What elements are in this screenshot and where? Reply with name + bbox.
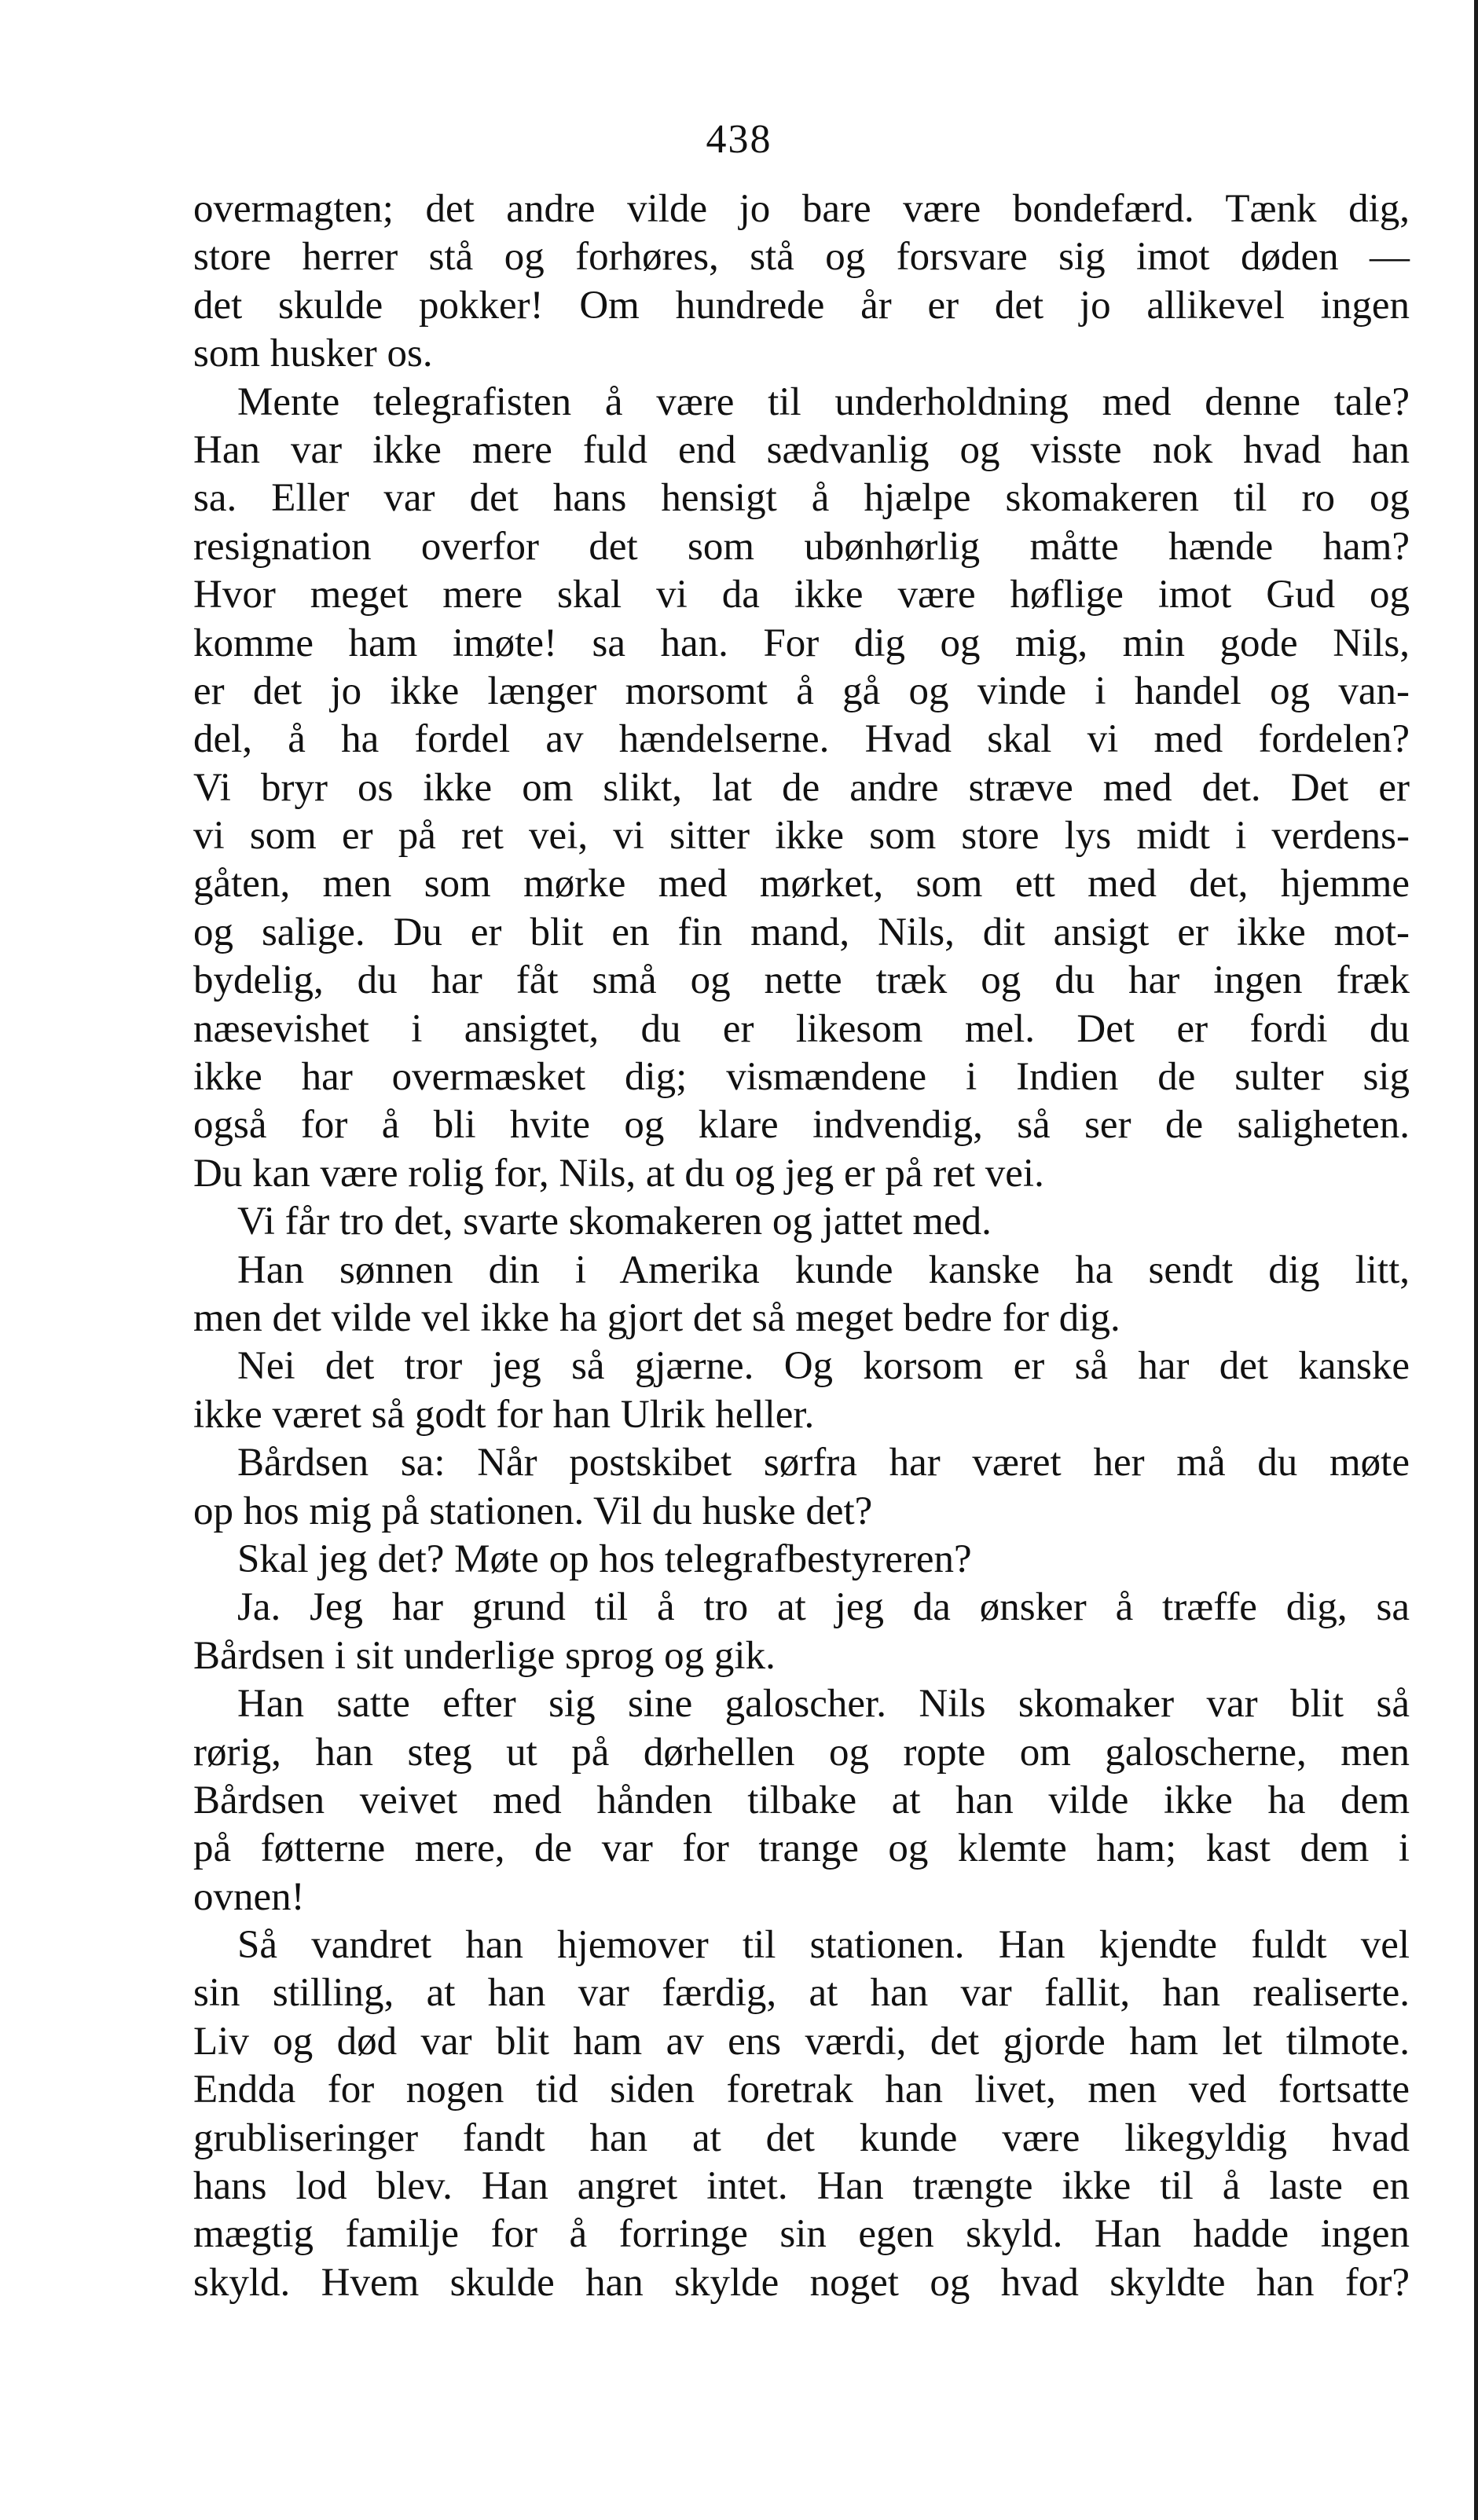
page-number: 438 <box>706 117 772 162</box>
text-line: Bårdsen i sit underlige sprog og gik. <box>193 1633 776 1678</box>
text-line: Skal jeg det? Møte op hos telegrafbestyreren? <box>237 1537 972 1581</box>
text-line: Så vandret han hjemover til stationen. Han kjendte fuldt vel <box>237 1923 1410 1968</box>
text-line: store herrer stå og forhøres, stå og forsvare sig imot døden — <box>193 235 1410 280</box>
text-line: Bårdsen sa: Når postskibet sørfra har været her må du møte <box>237 1441 1410 1485</box>
text-line: også for å bli hvite og klare indvendig, så ser de saligheten. <box>193 1103 1410 1148</box>
text-line: Mente telegrafisten å være til underholdning med denne tale? <box>237 379 1410 424</box>
text-line: komme ham imøte! sa han. For dig og mig, min gode Nils, <box>193 621 1410 665</box>
text-line: Ja. Jeg har grund til å tro at jeg da ønsker å træffe dig, sa <box>237 1585 1410 1630</box>
text-line: Han var ikke mere fuld end sædvanlig og visste nok hvad han <box>193 427 1410 472</box>
text-line: Han sønnen din i Amerika kunde kanske ha sendt dig litt, <box>237 1247 1410 1292</box>
text-line: det skulde pokker! Om hundrede år er det jo allikevel ingen <box>193 283 1410 328</box>
text-line: Vi bryr os ikke om slikt, lat de andre stræve med det. Det er <box>193 765 1410 810</box>
text-line: og salige. Du er blit en fin mand, Nils, dit ansigt er ikke mot- <box>193 910 1410 954</box>
text-line: Liv og død var blit ham av ens værdi, det gjorde ham let tilmote. <box>193 2019 1410 2064</box>
text-line: Du kan være rolig for, Nils, at du og jeg er på ret vei. <box>193 1151 1044 1196</box>
text-line: næsevishet i ansigtet, du er likesom mel. Det er fordi du <box>193 1006 1410 1051</box>
text-line: mægtig familje for å forringe sin egen skyld. Han hadde ingen <box>193 2212 1410 2257</box>
text-line: er det jo ikke længer morsomt å gå og vinde i handel og van- <box>193 668 1410 713</box>
text-line: del, å ha fordel av hændelserne. Hvad skal vi med fordelen? <box>193 717 1410 762</box>
text-line: skyld. Hvem skulde han skylde noget og hvad skyldte han for? <box>193 2260 1410 2305</box>
body-text <box>193 185 1410 2307</box>
text-line: resignation overfor det som ubønhørlig måtte hænde ham? <box>193 524 1410 569</box>
text-line: Nei det tror jeg så gjærne. Og korsom er så har det kanske <box>237 1344 1410 1389</box>
text-line: sin stilling, at han var færdig, at han var fallit, han realiserte. <box>193 1971 1410 2016</box>
text-line: sa. Eller var det hans hensigt å hjælpe skomakeren til ro og <box>193 476 1410 521</box>
text-line: bydelig, du har fåt små og nette træk og du har ingen fræk <box>193 958 1410 1003</box>
text-line: som husker os. <box>193 331 433 376</box>
text-line: ovnen! <box>193 1874 305 1919</box>
text-line: op hos mig på stationen. Vil du huske det? <box>193 1489 873 1533</box>
text-line: men det vilde vel ikke ha gjort det så meget bedre for dig. <box>193 1295 1120 1340</box>
text-line: Hvor meget mere skal vi da ikke være høflige imot Gud og <box>193 573 1410 617</box>
text-line: vi som er på ret vei, vi sitter ikke som store lys midt i verdens- <box>193 814 1410 859</box>
text-line: Endda for nogen tid siden foretrak han livet, men ved fortsatte <box>193 2068 1410 2112</box>
text-line: gåten, men som mørke med mørket, som ett med det, hjemme <box>193 862 1410 907</box>
text-line: Bårdsen veivet med hånden tilbake at han vilde ikke ha dem <box>193 1778 1410 1822</box>
text-line: Vi får tro det, svarte skomakeren og jattet med. <box>237 1200 992 1244</box>
text-line: ikke har overmæsket dig; vismændene i Indien de sulter sig <box>193 1055 1410 1100</box>
text-line: rørig, han steg ut på dørhellen og ropte om galoscherne, men <box>193 1730 1410 1775</box>
text-line: Han satte efter sig sine galoscher. Nils skomaker var blit så <box>237 1682 1410 1727</box>
text-line: overmagten; det andre vilde jo bare være bondefærd. Tænk dig, <box>193 187 1410 231</box>
text-line: grubliseringer fandt han at det kunde være likegyldig hvad <box>193 2115 1410 2160</box>
text-line: ikke været så godt for han Ulrik heller. <box>193 1392 815 1437</box>
text-line: hans lod blev. Han angret intet. Han trængte ikke til å laste en <box>193 2164 1410 2209</box>
text-line: på føtterne mere, de var for trange og klemte ham; kast dem i <box>193 1826 1410 1871</box>
